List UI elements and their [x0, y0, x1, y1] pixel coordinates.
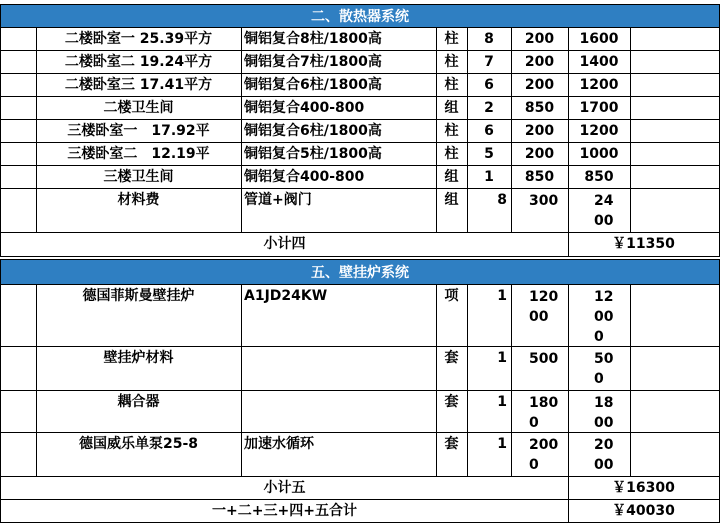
row-index-cell: [0, 347, 37, 391]
note-cell: [630, 285, 720, 347]
qty-cell: 1: [467, 433, 512, 477]
unit-cell: 柱: [436, 28, 468, 51]
total-cell: 1800: [568, 391, 631, 433]
total-cell: 2000: [568, 433, 631, 477]
qty-cell: 6: [467, 120, 512, 143]
unit-cell: 组: [436, 189, 468, 233]
row-index-cell: [0, 28, 37, 51]
qty-cell: 1: [467, 285, 512, 347]
item-name-cell: 二楼卧室一 25.39平方: [36, 28, 242, 51]
unit-cell: 柱: [436, 143, 468, 166]
row-index-cell: [0, 97, 37, 120]
note-cell: [630, 74, 720, 97]
item-name-cell: 耦合器: [36, 391, 242, 433]
qty-cell: 6: [467, 74, 512, 97]
item-name-cell: 二楼卫生间: [36, 97, 242, 120]
total-cell: 850: [568, 166, 631, 189]
qty-cell: 5: [467, 143, 512, 166]
price-cell: 500: [511, 347, 569, 391]
spec-cell: 铜铝复合400-800: [241, 166, 437, 189]
price-cell: 200: [511, 51, 569, 74]
note-cell: [630, 97, 720, 120]
unit-cell: 套: [436, 347, 468, 391]
qty-cell: 1: [467, 166, 512, 189]
qty-cell: 7: [467, 51, 512, 74]
unit-cell: 柱: [436, 51, 468, 74]
item-name-cell: 材料费: [36, 189, 242, 233]
note-cell: [630, 166, 720, 189]
total-cell: 12000: [568, 285, 631, 347]
item-name-cell: 三楼卫生间: [36, 166, 242, 189]
row-index-cell: [0, 189, 37, 233]
note-cell: [630, 143, 720, 166]
section-header-boiler: [0, 259, 720, 285]
note-cell: [630, 28, 720, 51]
item-name-cell: 德国菲斯曼壁挂炉: [36, 285, 242, 347]
total-cell: 1700: [568, 97, 631, 120]
item-name-cell: 德国威乐单泵25-8: [36, 433, 242, 477]
spec-cell: 铜铝复合400-800: [241, 97, 437, 120]
spec-cell: A1JD24KW: [241, 285, 437, 347]
unit-cell: 柱: [436, 120, 468, 143]
subtotal-label: 小计四: [0, 233, 569, 257]
spec-cell: [241, 391, 437, 433]
price-cell: 12000: [511, 285, 569, 347]
row-index-cell: [0, 51, 37, 74]
qty-cell: 1: [467, 347, 512, 391]
price-cell: 200: [511, 120, 569, 143]
row-index-cell: [0, 285, 37, 347]
item-name-cell: 壁挂炉材料: [36, 347, 242, 391]
total-cell: 2400: [568, 189, 631, 233]
grand-total-label: 一+二+三+四+五合计: [0, 500, 569, 523]
spec-cell: 铜铝复合7柱/1800高: [241, 51, 437, 74]
price-cell: 850: [511, 166, 569, 189]
unit-cell: 套: [436, 433, 468, 477]
row-index-cell: [0, 391, 37, 433]
qty-cell: 2: [467, 97, 512, 120]
total-cell: 500: [568, 347, 631, 391]
price-cell: 1800: [511, 391, 569, 433]
unit-cell: 项: [436, 285, 468, 347]
price-cell: 200: [511, 74, 569, 97]
unit-cell: 柱: [436, 74, 468, 97]
item-name-cell: 三楼卧室一 17.92平: [36, 120, 242, 143]
spec-cell: 铜铝复合5柱/1800高: [241, 143, 437, 166]
price-cell: 200: [511, 143, 569, 166]
total-cell: 1400: [568, 51, 631, 74]
spec-cell: [241, 347, 437, 391]
qty-cell: 1: [467, 391, 512, 433]
note-cell: [630, 347, 720, 391]
subtotal-label: 小计五: [0, 477, 569, 500]
row-index-cell: [0, 120, 37, 143]
item-name-cell: 二楼卧室二 19.24平方: [36, 51, 242, 74]
row-index-cell: [0, 166, 37, 189]
price-cell: 2000: [511, 433, 569, 477]
price-cell: 850: [511, 97, 569, 120]
subtotal-value: ￥16300: [568, 477, 720, 500]
spec-cell: 铜铝复合8柱/1800高: [241, 28, 437, 51]
total-cell: 1200: [568, 74, 631, 97]
spec-cell: 管道+阀门: [241, 189, 437, 233]
section-title: 二、散热器系统: [311, 9, 409, 25]
note-cell: [630, 433, 720, 477]
grand-total-value: ￥40030: [568, 500, 720, 523]
total-cell: 1600: [568, 28, 631, 51]
spec-cell: 铜铝复合6柱/1800高: [241, 120, 437, 143]
subtotal-value: ￥11350: [568, 233, 720, 257]
price-cell: 200: [511, 28, 569, 51]
item-name-cell: 三楼卧室二 12.19平: [36, 143, 242, 166]
note-cell: [630, 120, 720, 143]
unit-cell: 组: [436, 97, 468, 120]
item-name-cell: 二楼卧室三 17.41平方: [36, 74, 242, 97]
row-index-cell: [0, 433, 37, 477]
section-title: 五、壁挂炉系统: [311, 265, 409, 281]
row-index-cell: [0, 143, 37, 166]
total-cell: 1000: [568, 143, 631, 166]
price-cell: 300: [511, 189, 569, 233]
qty-cell: 8: [467, 28, 512, 51]
unit-cell: 组: [436, 166, 468, 189]
note-cell: [630, 391, 720, 433]
unit-cell: 套: [436, 391, 468, 433]
spec-cell: 铜铝复合6柱/1800高: [241, 74, 437, 97]
spec-cell: 加速水循环: [241, 433, 437, 477]
row-index-cell: [0, 74, 37, 97]
note-cell: [630, 189, 720, 233]
section-header-radiator: [0, 4, 720, 28]
qty-cell: 8: [467, 189, 512, 233]
total-cell: 1200: [568, 120, 631, 143]
note-cell: [630, 51, 720, 74]
